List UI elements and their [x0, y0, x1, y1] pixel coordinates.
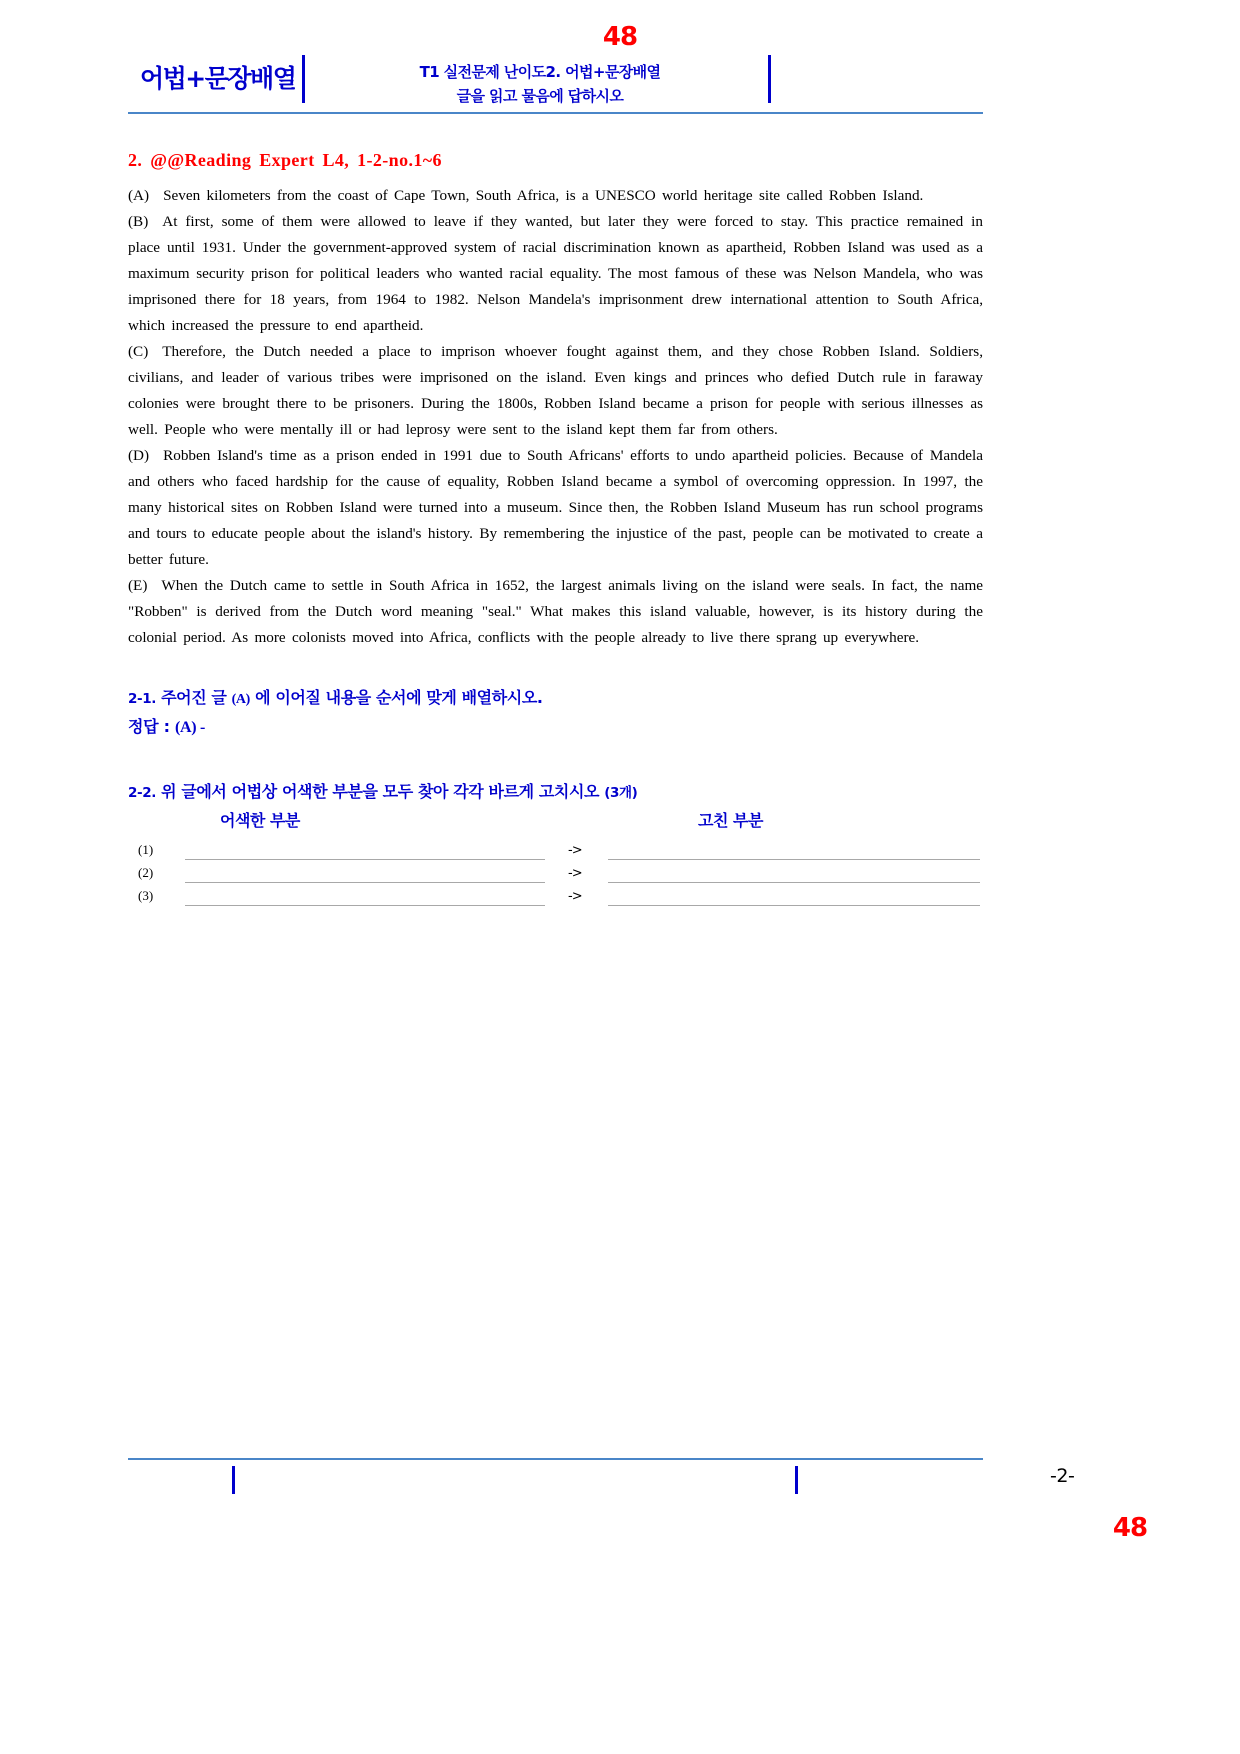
answer-row-2 — [128, 865, 983, 888]
header-center-line-1: T1 실전문제 난이도2. 어법+문장배열 — [419, 63, 661, 81]
passage-text-b: At first, some of them were allowed to leave if they wanted, but later they were forced to stay. This practice remained in place until 1931. Under the government-approved system of racial discrimination known as apartheid, Robben Island was used as a maximum security prison for political leaders who wanted racial equality. The most famous of these was Nelson Mandela, who was imprisoned there for 18 years, from 1964 to 1982. Nelson Mandela's imprisonment drew international attention to South Africa, which increased the pressure to end apartheid. — [128, 213, 983, 334]
page-number-top: 48 — [602, 22, 638, 52]
answer-row-3-number: (3) — [138, 888, 154, 903]
passage-text-a: Seven kilometers from the coast of Cape Town, South Africa, is a UNESCO world heritage site called Robben Island. — [163, 187, 924, 204]
question-2-1-answer-line[interactable] — [128, 714, 983, 737]
passage-label-a: (A) — [128, 187, 150, 204]
header-center-text — [320, 60, 760, 108]
question-2-2 — [128, 779, 983, 911]
passage-label-b: (B) — [128, 213, 149, 230]
passage-paragraph-b — [128, 209, 983, 339]
question-2-1-paren: (A) — [231, 692, 250, 707]
question-2-1-number: 2-1. — [128, 691, 156, 707]
question-2-2-count: (3개) — [604, 785, 638, 801]
answer-row-3-wrong-blank[interactable] — [185, 905, 545, 906]
answer-row-2-wrong-blank[interactable] — [185, 882, 545, 883]
header-subject-label: 어법+문장배열 — [140, 64, 296, 93]
answer-row-2-number: (2) — [138, 865, 154, 880]
answer-row-1 — [128, 842, 983, 865]
main-content — [128, 150, 983, 911]
header-horizontal-rule — [128, 112, 983, 114]
answer-row-1-number: (1) — [138, 842, 154, 857]
passage-text-e: When the Dutch came to settle in South Africa in 1652, the largest animals living on the island were seals. In fact, the name "Robben" is derived from the Dutch word meaning "seal." What makes this island valuable, however, is its history during the colonial period. As more colonists moved into Africa, conflicts with the people already to live there sprang up everywhere. — [128, 577, 983, 646]
footer-divider-left — [232, 1466, 235, 1494]
question-2-2-number: 2-2. — [128, 785, 156, 801]
question-2-1-prompt-after: 에 이어질 내용을 순서에 맞게 배열하시오. — [255, 688, 543, 707]
passage-paragraph-d — [128, 443, 983, 573]
column-header-correct: 고친 부분 — [698, 811, 763, 830]
passage-label-e: (E) — [128, 577, 148, 594]
answer-row-2-arrow: -> — [568, 866, 582, 881]
answer-row-1-wrong-blank[interactable] — [185, 859, 545, 860]
passage-paragraph-c — [128, 339, 983, 443]
passage-text-c: Therefore, the Dutch needed a place to imprison whoever fought against them, and they chose Robben Island. Soldiers, civilians, and leader of various tribes were imprisoned on the island. Even kings and princes who defied Dutch rule in faraway colonies were brought there to be prisoners. During the 1800s, Robben Island became a prison for people with serious illnesses as well. People who were mentally ill or had leprosy were sent to the island kept them far from others. — [128, 343, 983, 438]
reading-passage — [128, 183, 983, 651]
question-set-title: 2. @@Reading Expert L4, 1-2-no.1~6 — [128, 150, 442, 170]
question-2-1 — [128, 685, 983, 737]
answer-row-1-correct-blank[interactable] — [608, 859, 980, 860]
answer-row-3 — [128, 888, 983, 911]
footer-page-marker: -2- — [1050, 1465, 1075, 1487]
question-2-1-prompt-before: 주어진 글 — [161, 688, 227, 707]
page-header — [130, 55, 1100, 110]
question-2-1-prompt — [128, 685, 983, 708]
passage-label-d: (D) — [128, 447, 150, 464]
answer-label: 정답 : — [128, 717, 170, 736]
page-number-bottom: 48 — [1112, 1513, 1148, 1543]
passage-text-d: Robben Island's time as a prison ended in 1991 due to South Africans' efforts to undo apartheid policies. Because of Mandela and others who faced hardship for the cause of equality, Robben Island became a symbol of overcoming oppression. In 1997, the many historical sites on Robben Island were turned into a museum. Since then, the Robben Island Museum has run school programs and tours to educate people about the island's history. By remembering the injustice of the past, people can be motivated to create a better future. — [128, 447, 983, 568]
passage-paragraph-e — [128, 573, 983, 651]
answer-row-1-arrow: -> — [568, 843, 582, 858]
answer-row-3-correct-blank[interactable] — [608, 905, 980, 906]
answer-row-3-arrow: -> — [568, 889, 582, 904]
answer-row-2-correct-blank[interactable] — [608, 882, 980, 883]
question-2-2-prompt-text: 위 글에서 어법상 어색한 부분을 모두 찾아 각각 바르게 고치시오 — [161, 782, 600, 801]
header-divider-left — [302, 55, 305, 103]
footer-horizontal-rule — [128, 1458, 983, 1460]
passage-paragraph-a — [128, 183, 983, 209]
footer-divider-right — [795, 1466, 798, 1494]
answer-table-headers — [128, 808, 983, 836]
header-divider-right — [768, 55, 771, 103]
column-header-wrong: 어색한 부분 — [220, 811, 300, 830]
answer-blank-rows — [128, 842, 983, 911]
answer-value: (A) - — [174, 719, 206, 736]
passage-label-c: (C) — [128, 343, 149, 360]
header-center-line-2: 글을 읽고 물음에 답하시오 — [456, 87, 624, 105]
question-2-2-prompt — [128, 779, 983, 802]
